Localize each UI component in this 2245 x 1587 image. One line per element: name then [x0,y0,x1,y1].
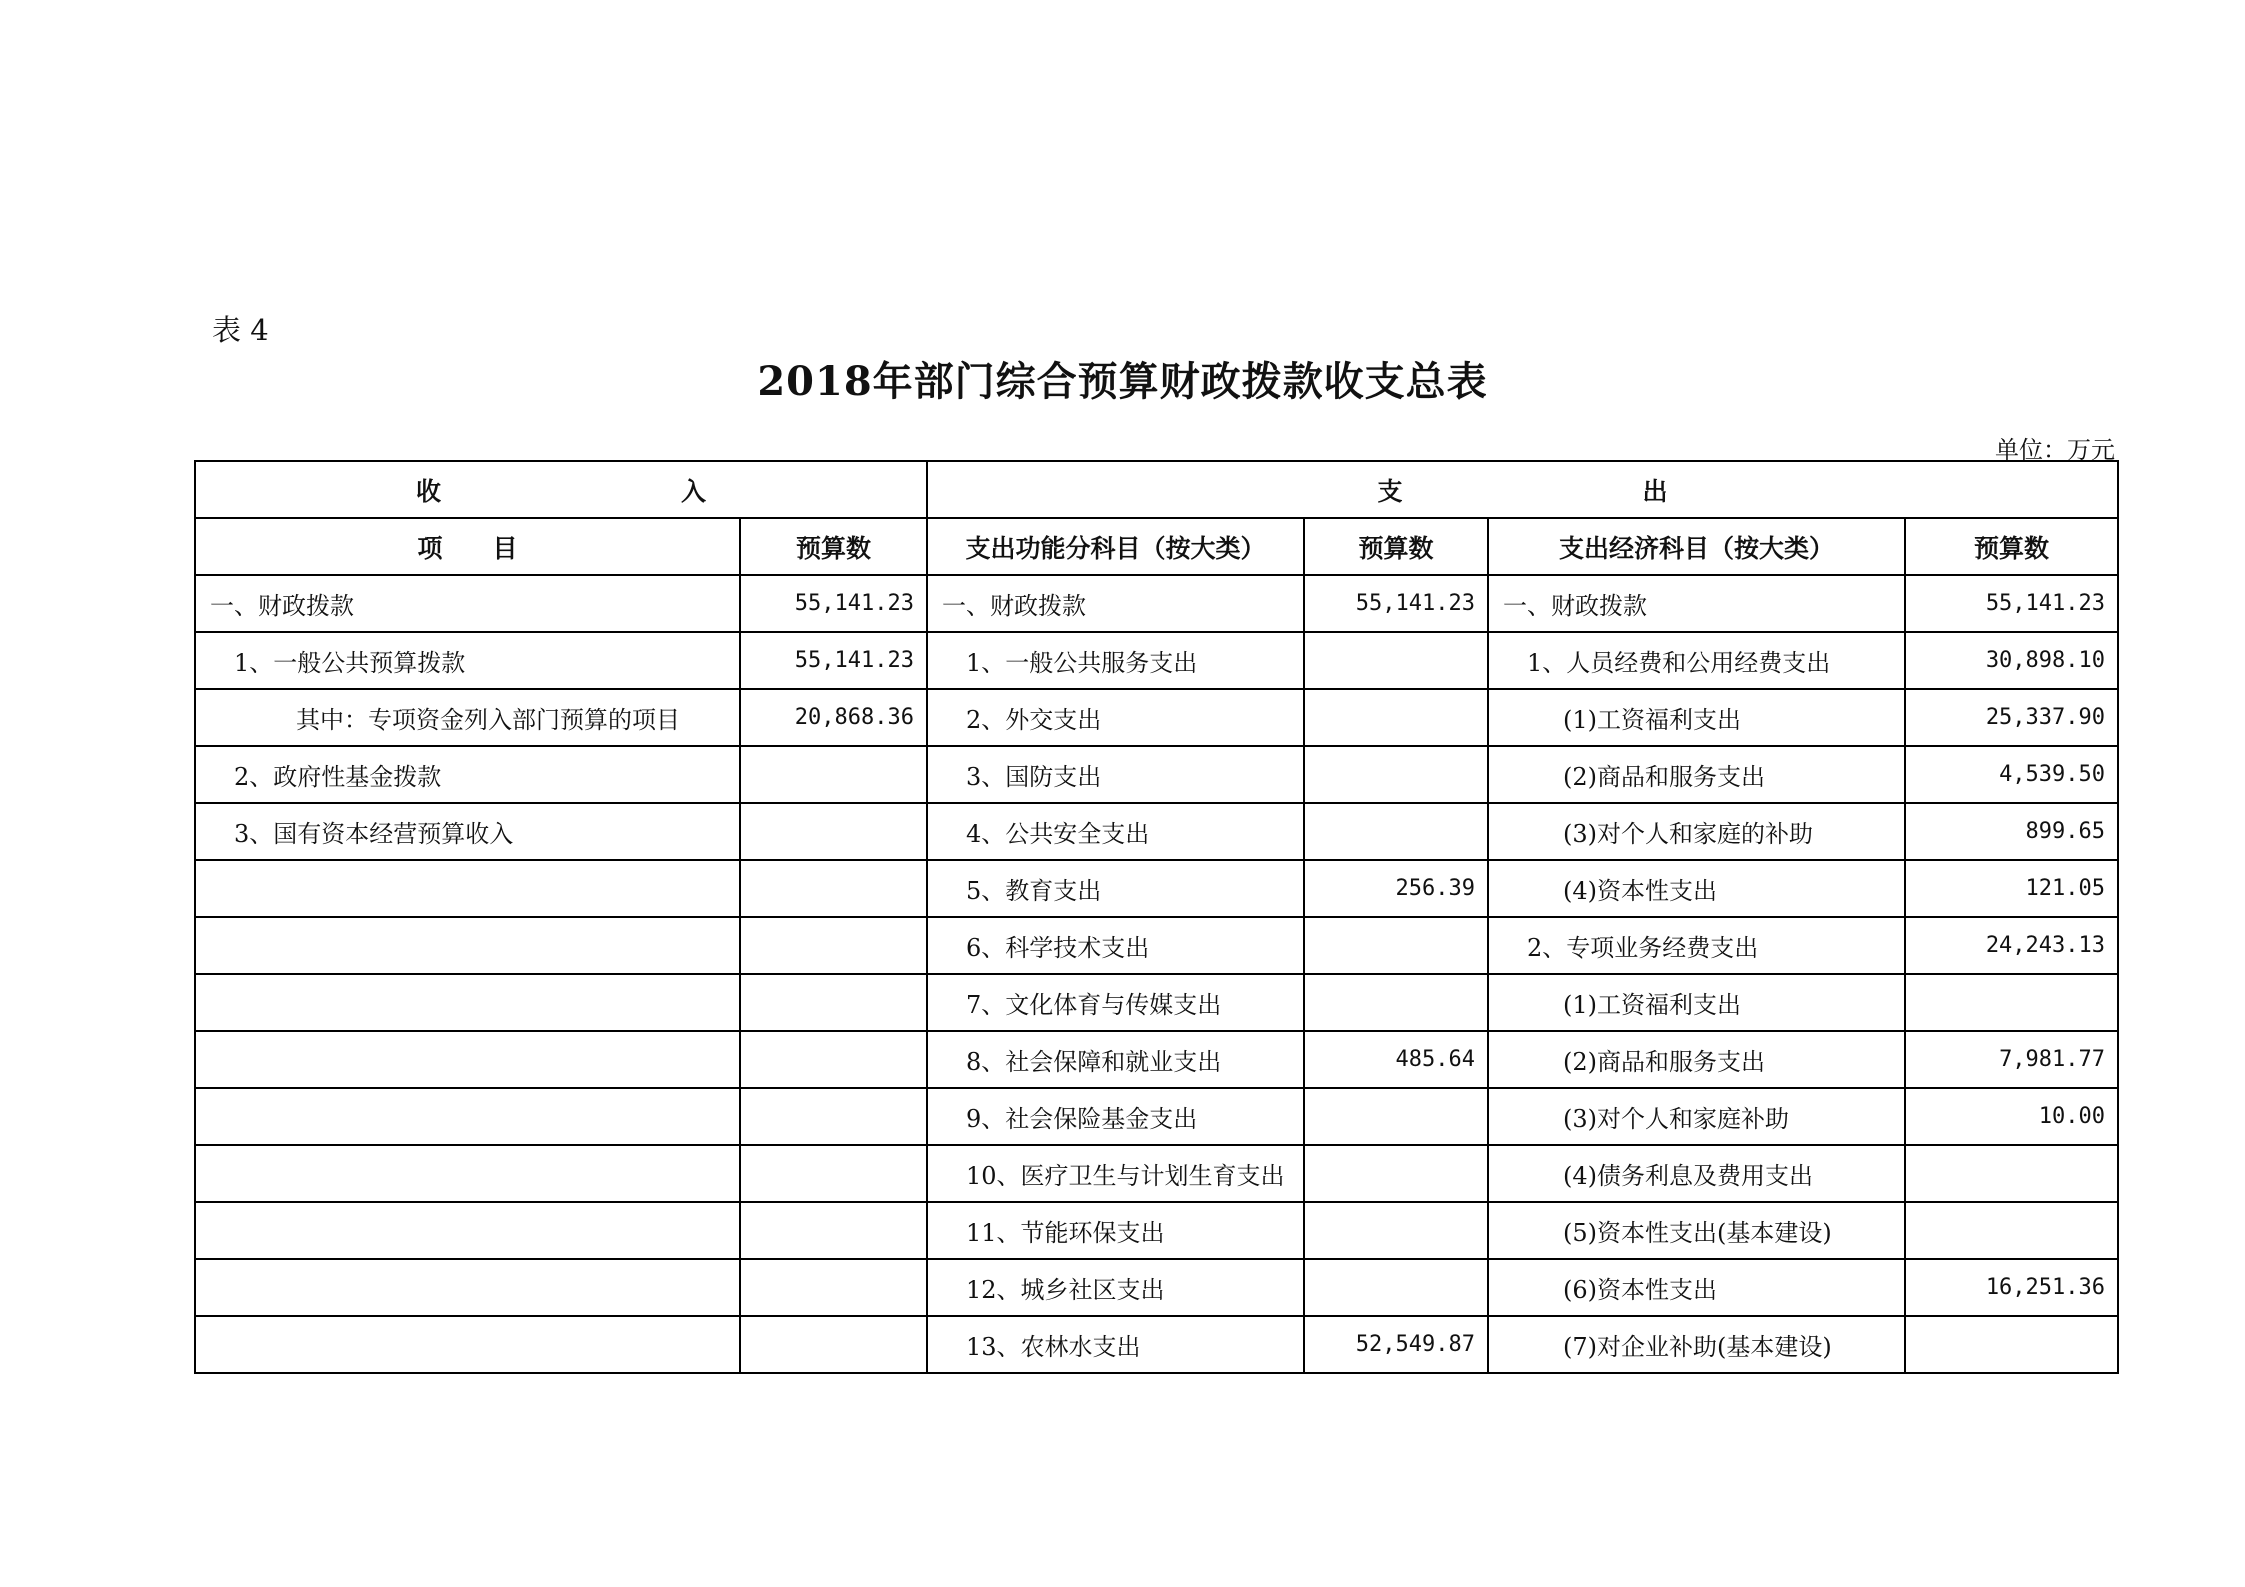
income-value-cell [740,1088,927,1145]
econ-item-cell: 2、专项业务经费支出 [1488,917,1905,974]
table-row [195,632,2118,689]
table-row [195,1088,2118,1145]
func-item-cell: 1、一般公共服务支出 [927,632,1304,689]
func-value-cell [1304,1145,1488,1202]
table-row [195,1316,2118,1373]
econ-value-cell: 16,251.36 [1905,1259,2118,1316]
income-value-cell [740,1145,927,1202]
econ-item-cell: (6)资本性支出 [1488,1259,1905,1316]
econ-item-cell: (2)商品和服务支出 [1488,1031,1905,1088]
econ-value-cell: 7,981.77 [1905,1031,2118,1088]
table-row [195,1031,2118,1088]
table-row [195,1202,2118,1259]
econ-value-cell: 30,898.10 [1905,632,2118,689]
income-item-cell [195,860,740,917]
func-value-cell [1304,746,1488,803]
econ-value-cell: 55,141.23 [1905,575,2118,632]
table-row [195,746,2118,803]
column-header-econ-budget: 预算数 [1905,518,2118,575]
column-header-func-budget: 预算数 [1304,518,1488,575]
column-header-income-budget: 预算数 [740,518,927,575]
income-section-char-1: 收 [415,476,441,506]
econ-value-cell: 899.65 [1905,803,2118,860]
column-header-row [195,518,2118,575]
income-item-cell [195,1259,740,1316]
func-value-cell: 256.39 [1304,860,1488,917]
document-title: 2018年部门综合预算财政拨款收支总表 [757,358,1488,405]
table-row [195,917,2118,974]
income-value-cell: 55,141.23 [740,575,927,632]
income-value-cell: 20,868.36 [740,689,927,746]
econ-item-cell: (3)对个人和家庭补助 [1488,1088,1905,1145]
income-value-cell [740,1202,927,1259]
func-item-cell: 5、教育支出 [927,860,1304,917]
income-value-cell [740,860,927,917]
income-value-cell [740,803,927,860]
func-item-cell: 6、科学技术支出 [927,917,1304,974]
func-item-cell: 12、城乡社区支出 [927,1259,1304,1316]
econ-value-cell: 25,337.90 [1905,689,2118,746]
expense-section-header [927,461,2118,518]
econ-item-cell: (1)工资福利支出 [1488,974,1905,1031]
table-row [195,575,2118,632]
func-value-cell [1304,632,1488,689]
table-body [195,575,2118,1373]
table-row [195,974,2118,1031]
column-header-item: 项 目 [195,518,740,575]
func-value-cell [1304,974,1488,1031]
table-number: 表 4 [212,313,269,347]
income-item-cell: 2、政府性基金拨款 [195,746,740,803]
income-item-cell [195,917,740,974]
table-row [195,1259,2118,1316]
column-header-econ-class: 支出经济科目（按大类） [1488,518,1905,575]
func-item-cell: 10、医疗卫生与计划生育支出 [927,1145,1304,1202]
section-header-row [195,461,2118,518]
func-item-cell: 2、外交支出 [927,689,1304,746]
income-item-cell: 其中：专项资金列入部门预算的项目 [195,689,740,746]
func-value-cell: 52,549.87 [1304,1316,1488,1373]
func-value-cell [1304,689,1488,746]
func-item-cell: 4、公共安全支出 [927,803,1304,860]
income-item-cell [195,1088,740,1145]
income-item-cell [195,1031,740,1088]
table-row [195,689,2118,746]
func-item-cell: 8、社会保障和就业支出 [927,1031,1304,1088]
func-value-cell [1304,803,1488,860]
econ-value-cell: 24,243.13 [1905,917,2118,974]
econ-item-cell: 1、人员经费和公用经费支出 [1488,632,1905,689]
econ-item-cell: (5)资本性支出(基本建设) [1488,1202,1905,1259]
income-item-cell [195,1202,740,1259]
econ-value-cell [1905,1202,2118,1259]
func-value-cell [1304,1088,1488,1145]
func-value-cell [1304,1202,1488,1259]
budget-table [194,460,2119,1374]
econ-item-cell: (4)资本性支出 [1488,860,1905,917]
func-value-cell: 485.64 [1304,1031,1488,1088]
econ-item-cell: (2)商品和服务支出 [1488,746,1905,803]
income-section-char-2: 入 [681,476,707,506]
func-value-cell [1304,917,1488,974]
income-item-cell [195,974,740,1031]
econ-item-cell: (1)工资福利支出 [1488,689,1905,746]
income-item-cell [195,1316,740,1373]
func-item-cell: 7、文化体育与传媒支出 [927,974,1304,1031]
income-value-cell [740,917,927,974]
table-row [195,860,2118,917]
func-item-cell: 9、社会保险基金支出 [927,1088,1304,1145]
income-value-cell [740,1031,927,1088]
table-row [195,1145,2118,1202]
income-value-cell [740,746,927,803]
income-value-cell [740,1259,927,1316]
econ-value-cell [1905,974,2118,1031]
econ-item-cell: 一、财政拨款 [1488,575,1905,632]
income-item-cell [195,1145,740,1202]
econ-value-cell [1905,1145,2118,1202]
func-item-cell: 3、国防支出 [927,746,1304,803]
income-item-cell: 1、一般公共预算拨款 [195,632,740,689]
econ-value-cell [1905,1316,2118,1373]
econ-value-cell: 10.00 [1905,1088,2118,1145]
econ-item-cell: (3)对个人和家庭的补助 [1488,803,1905,860]
econ-item-cell: (4)债务利息及费用支出 [1488,1145,1905,1202]
income-item-cell: 3、国有资本经营预算收入 [195,803,740,860]
func-item-cell: 一、财政拨款 [927,575,1304,632]
func-item-cell: 11、节能环保支出 [927,1202,1304,1259]
income-value-cell [740,1316,927,1373]
econ-value-cell: 121.05 [1905,860,2118,917]
expense-section-char-1: 支 [1377,476,1403,506]
table-row [195,803,2118,860]
unit-label: 单位：万元 [1995,436,2115,464]
income-value-cell [740,974,927,1031]
func-item-cell: 13、农林水支出 [927,1316,1304,1373]
expense-section-char-2: 出 [1642,476,1668,506]
econ-value-cell: 4,539.50 [1905,746,2118,803]
income-item-cell: 一、财政拨款 [195,575,740,632]
income-section-header [195,461,927,518]
func-value-cell: 55,141.23 [1304,575,1488,632]
column-header-func-class: 支出功能分科目（按大类） [927,518,1304,575]
func-value-cell [1304,1259,1488,1316]
income-value-cell: 55,141.23 [740,632,927,689]
econ-item-cell: (7)对企业补助(基本建设) [1488,1316,1905,1373]
